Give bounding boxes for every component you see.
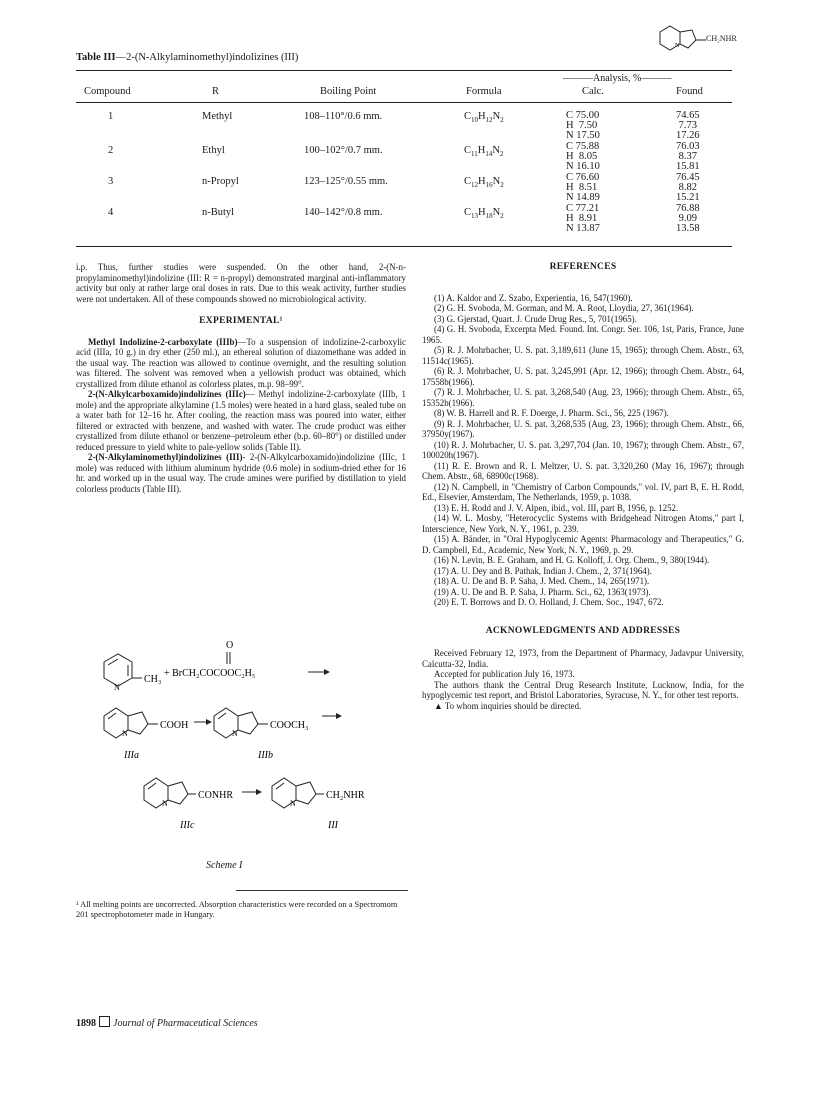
cell-r: n-Propyl	[202, 176, 239, 187]
cell-formula: $C_{13}H_{18}N_2$	[464, 207, 504, 221]
acknowledgment-item: The authors thank the Central Drug Research Institute, Lucknow, India, for the hypoglycemic test report, and Bristol Laboratories, Syracuse, N. Y., for other test reports.	[422, 679, 744, 700]
procedure-title: 2-(N-Alkylcarboxamido)indolizines (IIIc)	[88, 389, 246, 399]
header-calc: Calc.	[582, 86, 604, 97]
header-found: Found	[676, 86, 703, 97]
intro-paragraph: i.p. Thus, further studies were suspended. On the other hand, 2-(N-n-propylaminomethyl)indolizine (III: R = n-propyl) demonstrated marginal anti-inflammatory activity but only at rather large oral doses in rats. Due to this weak activity, further studies were not undertaken. All of these compounds showed no microbiological activity.	[76, 262, 406, 304]
cell-calc: C 75.88 H 8.05 N 16.10	[566, 141, 600, 173]
scheme-diagram	[84, 638, 414, 858]
procedure-paragraph	[76, 337, 406, 390]
cell-compound: 3	[108, 176, 114, 187]
cell-found: 76.45 8.82 15.21	[676, 172, 700, 204]
reference-item: (6) R. J. Mohrbacher, U. S. pat. 3,245,991 (Apr. 12, 1966); through Chem. Abstr., 64, 17558b(1966).	[422, 366, 744, 387]
svg-text:N: N	[232, 729, 238, 738]
table-bottom-rule	[76, 246, 732, 247]
reference-item: (16) N. Levin, B. E. Graham, and H. G. Kolloff, J. Org. Chem., 9, 380(1944).	[434, 555, 710, 565]
svg-text:N: N	[162, 799, 168, 808]
reference-item: (7) R. J. Mohrbacher, U. S. pat. 3,268,540 (Aug. 23, 1966); through Chem. Abstr., 65, 15352b(1966).	[422, 387, 744, 408]
cell-formula: $C_{10}H_{12}N_2$	[464, 111, 504, 125]
cell-calc: C 76.60 H 8.51 N 14.89	[566, 172, 600, 204]
cell-compound: 4	[108, 207, 114, 218]
reference-item: (19) A. U. De and B. P. Saha, J. Pharm. Sci., 62, 1363(1973).	[434, 586, 651, 597]
reference-item: (5) R. J. Mohrbacher, U. S. pat. 3,189,611 (June 15, 1965); through Chem. Abstr., 63, 11514c(1965).	[422, 345, 744, 366]
cell-found: 74.65 7.73 17.26	[676, 110, 700, 142]
group-ch2nhr: CH₂NHR	[326, 790, 365, 801]
table-title-label: Table III	[76, 52, 116, 63]
cell-r: Ethyl	[202, 145, 225, 156]
label-iiia: IIIa	[124, 750, 139, 761]
table-title-text: —2-(N-Alkylaminomethyl)indolizines (III)	[115, 52, 299, 63]
left-column	[76, 262, 406, 494]
page-number: 1898	[76, 1018, 96, 1029]
acknowledgment-item: Accepted for publication July 16, 1973.	[434, 669, 575, 679]
reference-item: (2) G. H. Svoboda, M. Gorman, and M. A. Root, Lloydia, 27, 361(1964).	[434, 303, 694, 313]
reference-item: (8) W. B. Harrell and R. F. Doerge, J. Pharm. Sci., 56, 225 (1967).	[434, 408, 669, 418]
reagent-label: + BrCH₂COCOOC₂H₅	[164, 668, 256, 679]
experimental-heading: EXPERIMENTAL¹	[199, 316, 283, 326]
svg-text:N: N	[114, 683, 120, 692]
acknowledgments-heading: ACKNOWLEDGMENTS AND ADDRESSES	[485, 625, 681, 636]
header-compound: Compound	[84, 86, 131, 97]
label-iiib: IIIb	[258, 750, 273, 761]
table-header-rule	[76, 102, 732, 103]
reference-item: (1) A. Kaldor and Z. Szabo, Experientia, 16, 547(1960).	[434, 292, 633, 303]
table-top-rule	[76, 70, 732, 71]
procedure-text: - 2-(N-Alkylcarboxamido)indolizine (IIIc, 1 mole) was reduced with lithium aluminum hydride (0.6 mole) in sodium-dried ether for 16 hr. and worked up in the usual way. The crude amines were purified by distillation to yield colorless products (Table III).	[76, 452, 406, 494]
cell-found: 76.03 8.37 15.81	[676, 141, 700, 173]
analysis-header: ———Analysis, %———	[563, 73, 672, 84]
indolizine-structure-icon	[646, 22, 766, 62]
footnote: ¹ All melting points are uncorrected. Absorption characteristics were recorded on a Spectromom 201 spectrophotometer made in Hungary.	[76, 900, 398, 919]
reference-item: (11) R. E. Brown and R. I. Meltzer, U. S. pat. 3,320,260 (May 16, 1967); through Chem. Abstr., 68, 68900c(1968).	[422, 460, 744, 481]
reference-item: (13) E. H. Rodd and J. V. Alpen, ibid., vol. III, part B, 1956, p. 1252.	[434, 502, 679, 513]
procedure-paragraph	[76, 452, 406, 494]
scheme-caption: Scheme I	[206, 860, 243, 871]
cell-bp: 123–125°/0.55 mm.	[304, 176, 388, 187]
procedure-title: 2-(N-Alkylaminomethyl)indolizines (III)	[88, 452, 243, 462]
header-boiling-point: Boiling Point	[320, 86, 377, 97]
cell-formula: $C_{11}H_{14}N_2$	[464, 145, 504, 159]
reference-item: (18) A. U. De and B. P. Saha, J. Med. Chem., 14, 265(1971).	[434, 576, 650, 586]
reference-item: (20) E. T. Borrows and D. O. Holland, J. Chem. Soc., 1947, 672.	[434, 597, 664, 607]
journal-name: Journal of Pharmaceutical Sciences	[113, 1018, 258, 1029]
procedure-paragraph	[76, 389, 406, 452]
reference-item: (14) W. L. Mosby, "Heterocyclic Systems with Bridgehead Nitrogen Atoms," part I, Interscience, New York, N. Y., 1961, p. 239.	[422, 513, 744, 534]
references-heading: REFERENCES	[549, 262, 617, 272]
oxo-label: O	[226, 640, 234, 651]
reference-item: (15) A. Bänder, in "Oral Hypoglycemic Agents: Pharmacology and Therapeutics," G. D. Campbell, Ed., Academic, New York, N. Y., 1969, p. 29.	[422, 534, 744, 555]
reference-item: (3) G. Gjerstad, Quart. J. Crude Drug Res., 5, 701(1965).	[434, 313, 637, 324]
procedure-title: Methyl Indolizine-2-carboxylate (IIIb)	[88, 336, 238, 347]
reference-item: (10) R. J. Mohrbacher, U. S. pat. 3,297,704 (Jan. 10, 1967); through Chem. Abstr., 67, 100020h(1967).	[422, 439, 744, 460]
cell-bp: 140–142°/0.8 mm.	[304, 207, 383, 218]
reference-item: (17) A. U. Dey and B. Pathak, Indian J. Chem., 2, 371(1964).	[434, 565, 652, 576]
cell-r: n-Butyl	[202, 207, 235, 218]
svg-text:N: N	[290, 799, 296, 808]
right-column	[422, 262, 744, 711]
square-icon	[99, 1016, 110, 1027]
svg-text:N: N	[122, 729, 128, 738]
reference-item: (4) G. H. Svoboda, Excerpta Med. Found. Int. Congr. Ser. 106, 1st, Paris, France, June 1965.	[422, 324, 744, 345]
reference-item: (12) N. Campbell, in "Chemistry of Carbon Compounds," vol. IV, part B, E. H. Rodd, Ed., Elsevier, Amsterdam, The Netherlands, 1959, p. 1038.	[422, 481, 744, 502]
group-conhr: CONHR	[198, 790, 234, 801]
cell-bp: 108–110°/0.6 mm.	[304, 111, 383, 122]
svg-text:N: N	[675, 43, 680, 49]
header-r: R	[212, 86, 220, 97]
page-footer	[76, 1016, 258, 1029]
cell-calc: C 75.00 H 7.50 N 17.50	[566, 110, 600, 142]
table-title	[76, 52, 298, 63]
structure-label: CH₂NHR	[706, 34, 737, 43]
label-iii: III	[328, 820, 338, 831]
cell-compound: 1	[108, 111, 114, 122]
label-iiic: IIIc	[180, 820, 195, 831]
group-cooch3: COOCH₃	[270, 720, 309, 731]
acknowledgment-item: ▲ To whom inquiries should be directed.	[434, 700, 582, 711]
group-cooh: COOH	[160, 720, 189, 731]
header-formula: Formula	[466, 86, 502, 97]
procedure-text: — Methyl indolizine-2-carboxylate (IIIb, 1 mole) and the appropriate alkylamine (1.5 moles) were heated in a hard glass, sealed tube on a water bath for 12–16 hr. After cooling, the reaction mass was poured into water, either filtered or extracted with benzene, and washed with water. The crude product was either crystallized from dilute ethanol or benzene–petroleum ether (b.p. 60–80°) or distilled under reduced pressure to yield white to pale-yellow solids (Table II).	[76, 389, 406, 452]
acknowledgments-list	[422, 648, 744, 711]
cell-r: Methyl	[202, 111, 233, 122]
reference-item: (9) R. J. Mohrbacher, U. S. pat. 3,268,535 (Aug. 23, 1966); through Chem. Abstr., 66, 37950y(1967).	[422, 418, 744, 439]
cell-calc: C 77.21 H 8.91 N 13.87	[566, 203, 600, 235]
acknowledgment-item: Received February 12, 1973, from the Department of Pharmacy, Jadavpur University, Calcutta-32, India.	[422, 648, 744, 669]
cell-bp: 100–102°/0.7 mm.	[304, 145, 383, 156]
ch3-label: CH₃	[144, 674, 162, 685]
cell-found: 76.88 9.09 13.58	[676, 203, 700, 235]
procedure-text: —To a suspension of indolizine-2-carboxylic acid (IIIa, 10 g.) in dry ether (250 ml.), an ethereal solution of diazomethane was added in the usual way. The reaction was allowed to continue overnight, and the resulting solution was filtered. The solvent was removed when a yellowish product was obtained, which crystallized from dilute ethanol as colorless plates, m.p. 98–99°.	[76, 336, 406, 389]
cell-compound: 2	[108, 145, 114, 156]
reference-list	[422, 293, 744, 608]
footnote-rule	[236, 890, 408, 891]
cell-formula: $C_{12}H_{16}N_2$	[464, 176, 504, 190]
